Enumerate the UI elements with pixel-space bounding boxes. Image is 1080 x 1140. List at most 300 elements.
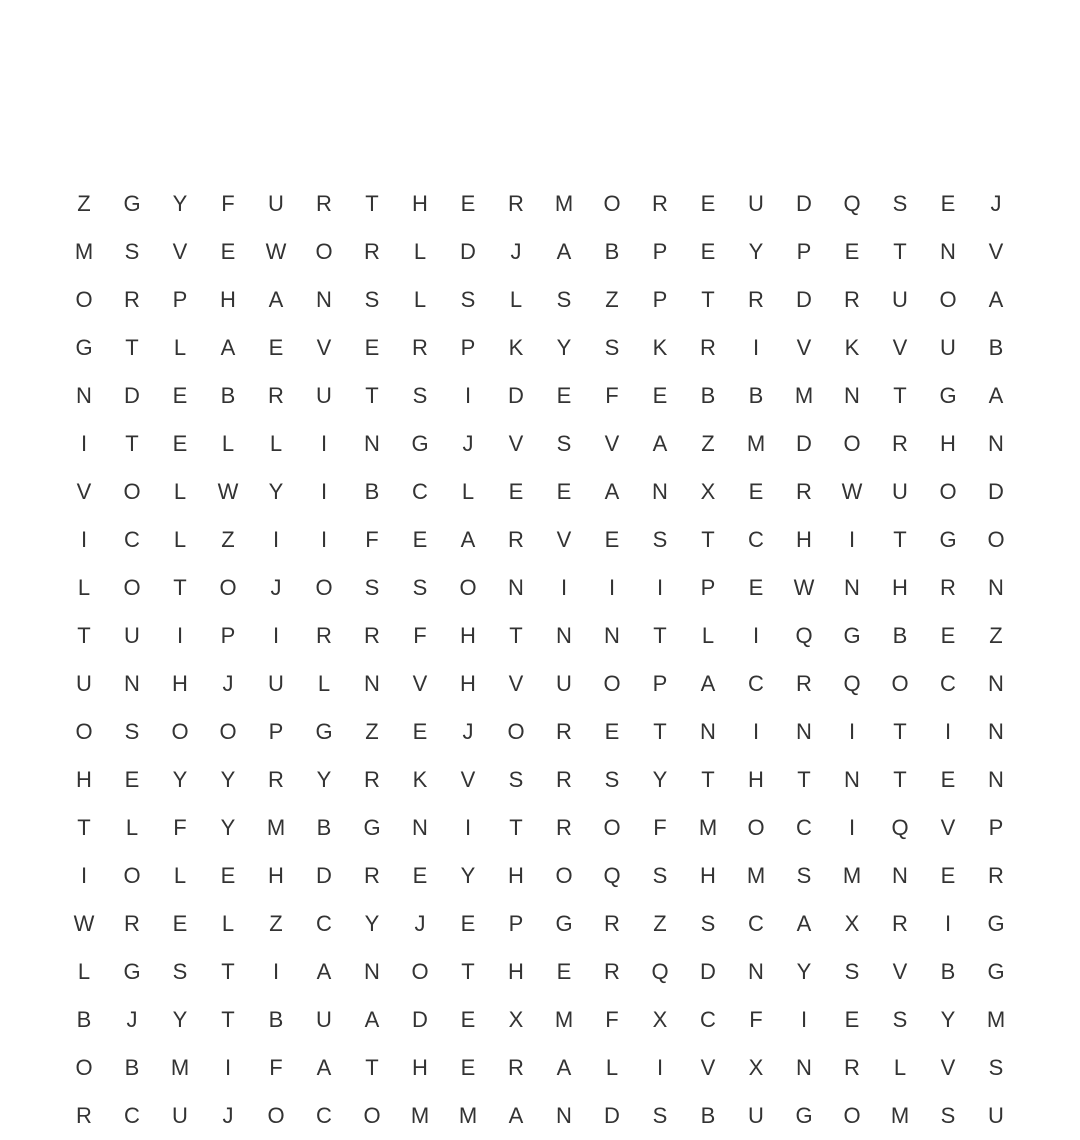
letter-cell[interactable]: G bbox=[123, 191, 141, 216]
letter-cell[interactable]: U bbox=[988, 1103, 1004, 1128]
letter-cell[interactable]: R bbox=[844, 1055, 860, 1080]
letter-cell[interactable]: W bbox=[265, 239, 287, 264]
letter-cell[interactable]: H bbox=[460, 671, 476, 696]
letter-cell[interactable]: E bbox=[940, 623, 956, 648]
letter-cell[interactable]: Y bbox=[652, 767, 668, 792]
letter-cell[interactable]: H bbox=[412, 1055, 428, 1080]
letter-cell[interactable]: B bbox=[124, 1055, 140, 1080]
letter-cell[interactable]: R bbox=[556, 767, 572, 792]
letter-cell[interactable]: E bbox=[460, 911, 476, 936]
letter-cell[interactable]: I bbox=[80, 431, 88, 456]
letter-cell[interactable]: E bbox=[748, 575, 764, 600]
letter-cell[interactable]: E bbox=[556, 959, 572, 984]
letter-cell[interactable]: E bbox=[460, 1007, 476, 1032]
letter-cell[interactable]: F bbox=[653, 815, 667, 840]
letter-cell[interactable]: U bbox=[748, 191, 764, 216]
letter-cell[interactable]: I bbox=[752, 335, 760, 360]
letter-cell[interactable]: O bbox=[843, 431, 861, 456]
letter-cell[interactable]: S bbox=[844, 959, 860, 984]
letter-cell[interactable]: Y bbox=[364, 911, 380, 936]
letter-cell[interactable]: Z bbox=[701, 431, 715, 456]
letter-cell[interactable]: S bbox=[892, 191, 908, 216]
letter-cell[interactable]: B bbox=[316, 815, 332, 840]
letter-cell[interactable]: A bbox=[988, 287, 1004, 312]
letter-cell[interactable]: V bbox=[412, 671, 428, 696]
letter-cell[interactable]: T bbox=[701, 767, 715, 792]
letter-cell[interactable]: N bbox=[556, 1103, 572, 1128]
letter-cell[interactable]: S bbox=[508, 767, 524, 792]
letter-cell[interactable]: B bbox=[892, 623, 908, 648]
letter-cell[interactable]: A bbox=[316, 959, 332, 984]
letter-cell[interactable]: T bbox=[653, 623, 667, 648]
letter-cell[interactable]: D bbox=[604, 1103, 620, 1128]
letter-cell[interactable]: V bbox=[700, 1055, 716, 1080]
letter-cell[interactable]: P bbox=[652, 287, 668, 312]
letter-cell[interactable]: M bbox=[842, 863, 862, 888]
letter-cell[interactable]: B bbox=[700, 1103, 716, 1128]
letter-cell[interactable]: N bbox=[700, 719, 716, 744]
letter-cell[interactable]: N bbox=[988, 431, 1004, 456]
letter-cell[interactable]: S bbox=[604, 767, 620, 792]
letter-cell[interactable]: T bbox=[893, 719, 907, 744]
letter-cell[interactable]: Y bbox=[172, 191, 188, 216]
letter-cell[interactable]: E bbox=[652, 383, 668, 408]
letter-cell[interactable]: M bbox=[986, 1007, 1006, 1032]
letter-cell[interactable]: P bbox=[700, 575, 716, 600]
letter-cell[interactable]: P bbox=[172, 287, 188, 312]
letter-cell[interactable]: O bbox=[603, 815, 621, 840]
letter-cell[interactable]: E bbox=[124, 767, 140, 792]
letter-cell[interactable]: V bbox=[940, 1055, 956, 1080]
letter-cell[interactable]: F bbox=[365, 527, 379, 552]
letter-cell[interactable]: Z bbox=[989, 623, 1003, 648]
letter-cell[interactable]: X bbox=[508, 1007, 524, 1032]
letter-cell[interactable]: T bbox=[797, 767, 811, 792]
letter-cell[interactable]: R bbox=[412, 335, 428, 360]
letter-cell[interactable]: G bbox=[123, 959, 141, 984]
letter-cell[interactable]: E bbox=[844, 1007, 860, 1032]
letter-cell[interactable]: B bbox=[604, 239, 620, 264]
letter-cell[interactable]: D bbox=[460, 239, 476, 264]
letter-cell[interactable]: T bbox=[893, 527, 907, 552]
letter-cell[interactable]: Z bbox=[77, 191, 91, 216]
letter-cell[interactable]: D bbox=[700, 959, 716, 984]
letter-cell[interactable]: F bbox=[221, 191, 235, 216]
letter-cell[interactable]: P bbox=[652, 671, 668, 696]
letter-cell[interactable]: I bbox=[80, 863, 88, 888]
letter-cell[interactable]: Z bbox=[605, 287, 619, 312]
letter-cell[interactable]: D bbox=[796, 431, 812, 456]
letter-cell[interactable]: I bbox=[176, 623, 184, 648]
letter-cell[interactable]: E bbox=[268, 335, 284, 360]
letter-cell[interactable]: U bbox=[892, 287, 908, 312]
letter-cell[interactable]: I bbox=[848, 527, 856, 552]
letter-cell[interactable]: O bbox=[123, 479, 141, 504]
letter-cell[interactable]: T bbox=[125, 335, 139, 360]
letter-cell[interactable]: R bbox=[796, 479, 812, 504]
letter-cell[interactable]: T bbox=[125, 431, 139, 456]
letter-cell[interactable]: N bbox=[892, 863, 908, 888]
letter-cell[interactable]: E bbox=[604, 719, 620, 744]
letter-cell[interactable]: A bbox=[460, 527, 476, 552]
letter-cell[interactable]: K bbox=[508, 335, 524, 360]
letter-cell[interactable]: L bbox=[893, 1055, 907, 1080]
letter-cell[interactable]: T bbox=[701, 287, 715, 312]
letter-cell[interactable]: B bbox=[748, 383, 764, 408]
letter-cell[interactable]: E bbox=[748, 479, 764, 504]
letter-cell[interactable]: T bbox=[509, 623, 523, 648]
letter-cell[interactable]: A bbox=[796, 911, 812, 936]
letter-cell[interactable]: E bbox=[364, 335, 380, 360]
letter-cell[interactable]: D bbox=[316, 863, 332, 888]
letter-cell[interactable]: S bbox=[652, 863, 668, 888]
letter-cell[interactable]: Q bbox=[891, 815, 909, 840]
letter-cell[interactable]: H bbox=[412, 191, 428, 216]
letter-cell[interactable]: S bbox=[172, 959, 188, 984]
letter-cell[interactable]: Z bbox=[221, 527, 235, 552]
letter-cell[interactable]: S bbox=[700, 911, 716, 936]
letter-cell[interactable]: R bbox=[364, 863, 380, 888]
letter-cell[interactable]: L bbox=[413, 287, 427, 312]
letter-cell[interactable]: S bbox=[364, 575, 380, 600]
letter-cell[interactable]: Z bbox=[653, 911, 667, 936]
letter-cell[interactable]: L bbox=[605, 1055, 619, 1080]
letter-cell[interactable]: J bbox=[462, 719, 474, 744]
letter-cell[interactable]: N bbox=[940, 239, 956, 264]
letter-cell[interactable]: E bbox=[844, 239, 860, 264]
letter-cell[interactable]: R bbox=[508, 1055, 524, 1080]
letter-cell[interactable]: G bbox=[939, 527, 957, 552]
letter-cell[interactable]: N bbox=[844, 383, 860, 408]
letter-cell[interactable]: X bbox=[748, 1055, 764, 1080]
letter-cell[interactable]: O bbox=[843, 1103, 861, 1128]
letter-cell[interactable]: R bbox=[652, 191, 668, 216]
letter-cell[interactable]: J bbox=[462, 431, 474, 456]
letter-cell[interactable]: O bbox=[363, 1103, 381, 1128]
letter-cell[interactable]: R bbox=[604, 911, 620, 936]
letter-cell[interactable]: E bbox=[940, 863, 956, 888]
letter-cell[interactable]: O bbox=[75, 719, 93, 744]
letter-cell[interactable]: S bbox=[124, 719, 140, 744]
letter-cell[interactable]: A bbox=[556, 1055, 572, 1080]
letter-cell[interactable]: M bbox=[170, 1055, 190, 1080]
letter-cell[interactable]: G bbox=[363, 815, 381, 840]
letter-cell[interactable]: E bbox=[412, 863, 428, 888]
letter-cell[interactable]: G bbox=[939, 383, 957, 408]
letter-cell[interactable]: A bbox=[316, 1055, 332, 1080]
letter-cell[interactable]: C bbox=[796, 815, 812, 840]
letter-cell[interactable]: P bbox=[796, 239, 812, 264]
letter-cell[interactable]: X bbox=[652, 1007, 668, 1032]
letter-cell[interactable]: Y bbox=[268, 479, 284, 504]
letter-cell[interactable]: N bbox=[604, 623, 620, 648]
letter-cell[interactable]: M bbox=[266, 815, 286, 840]
letter-cell[interactable]: V bbox=[460, 767, 476, 792]
letter-cell[interactable]: X bbox=[844, 911, 860, 936]
letter-cell[interactable]: M bbox=[554, 191, 574, 216]
letter-cell[interactable]: E bbox=[172, 911, 188, 936]
letter-cell[interactable]: Q bbox=[603, 863, 621, 888]
letter-cell[interactable]: O bbox=[747, 815, 765, 840]
letter-cell[interactable]: M bbox=[746, 863, 766, 888]
letter-cell[interactable]: R bbox=[604, 959, 620, 984]
letter-cell[interactable]: A bbox=[364, 1007, 380, 1032]
letter-cell[interactable]: L bbox=[173, 527, 187, 552]
letter-cell[interactable]: E bbox=[700, 191, 716, 216]
letter-cell[interactable]: M bbox=[410, 1103, 430, 1128]
letter-cell[interactable]: F bbox=[269, 1055, 283, 1080]
letter-cell[interactable]: N bbox=[652, 479, 668, 504]
letter-cell[interactable]: H bbox=[172, 671, 188, 696]
letter-cell[interactable]: G bbox=[555, 911, 573, 936]
letter-cell[interactable]: N bbox=[76, 383, 92, 408]
letter-cell[interactable]: I bbox=[464, 383, 472, 408]
letter-cell[interactable]: A bbox=[604, 479, 620, 504]
letter-cell[interactable]: N bbox=[748, 959, 764, 984]
letter-cell[interactable]: L bbox=[173, 863, 187, 888]
letter-cell[interactable]: P bbox=[988, 815, 1004, 840]
letter-cell[interactable]: M bbox=[554, 1007, 574, 1032]
letter-cell[interactable]: P bbox=[508, 911, 524, 936]
letter-cell[interactable]: T bbox=[461, 959, 475, 984]
letter-cell[interactable]: B bbox=[988, 335, 1004, 360]
letter-cell[interactable]: V bbox=[796, 335, 812, 360]
letter-cell[interactable]: H bbox=[76, 767, 92, 792]
letter-cell[interactable]: J bbox=[990, 191, 1002, 216]
letter-cell[interactable]: O bbox=[891, 671, 909, 696]
letter-cell[interactable]: O bbox=[219, 719, 237, 744]
letter-cell[interactable]: L bbox=[125, 815, 139, 840]
letter-cell[interactable]: S bbox=[604, 335, 620, 360]
letter-cell[interactable]: I bbox=[464, 815, 472, 840]
letter-cell[interactable]: I bbox=[320, 479, 328, 504]
letter-cell[interactable]: E bbox=[172, 383, 188, 408]
letter-cell[interactable]: I bbox=[656, 1055, 664, 1080]
letter-cell[interactable]: C bbox=[940, 671, 956, 696]
letter-cell[interactable]: F bbox=[749, 1007, 763, 1032]
letter-cell[interactable]: L bbox=[701, 623, 715, 648]
letter-cell[interactable]: W bbox=[217, 479, 239, 504]
letter-cell[interactable]: I bbox=[320, 431, 328, 456]
letter-cell[interactable]: Y bbox=[748, 239, 764, 264]
letter-cell[interactable]: H bbox=[700, 863, 716, 888]
letter-cell[interactable]: B bbox=[940, 959, 956, 984]
letter-cell[interactable]: U bbox=[172, 1103, 188, 1128]
letter-cell[interactable]: D bbox=[796, 191, 812, 216]
letter-cell[interactable]: E bbox=[220, 239, 236, 264]
letter-cell[interactable]: Q bbox=[795, 623, 813, 648]
letter-cell[interactable]: Q bbox=[843, 671, 861, 696]
letter-cell[interactable]: H bbox=[748, 767, 764, 792]
letter-cell[interactable]: O bbox=[987, 527, 1005, 552]
letter-cell[interactable]: L bbox=[269, 431, 283, 456]
letter-cell[interactable]: R bbox=[364, 239, 380, 264]
letter-cell[interactable]: T bbox=[365, 383, 379, 408]
letter-cell[interactable]: V bbox=[892, 959, 908, 984]
letter-cell[interactable]: I bbox=[560, 575, 568, 600]
letter-cell[interactable]: M bbox=[74, 239, 94, 264]
letter-cell[interactable]: I bbox=[272, 527, 280, 552]
letter-cell[interactable]: N bbox=[364, 671, 380, 696]
letter-cell[interactable]: W bbox=[793, 575, 815, 600]
letter-cell[interactable]: S bbox=[412, 383, 428, 408]
letter-cell[interactable]: L bbox=[77, 959, 91, 984]
letter-cell[interactable]: O bbox=[555, 863, 573, 888]
letter-cell[interactable]: D bbox=[124, 383, 140, 408]
letter-cell[interactable]: U bbox=[892, 479, 908, 504]
letter-cell[interactable]: G bbox=[987, 911, 1005, 936]
letter-cell[interactable]: I bbox=[752, 719, 760, 744]
letter-cell[interactable]: U bbox=[316, 383, 332, 408]
letter-cell[interactable]: H bbox=[460, 623, 476, 648]
letter-cell[interactable]: L bbox=[173, 479, 187, 504]
letter-cell[interactable]: V bbox=[892, 335, 908, 360]
letter-cell[interactable]: R bbox=[556, 719, 572, 744]
letter-cell[interactable]: O bbox=[315, 575, 333, 600]
letter-cell[interactable]: U bbox=[268, 191, 284, 216]
letter-cell[interactable]: B bbox=[700, 383, 716, 408]
letter-cell[interactable]: O bbox=[459, 575, 477, 600]
letter-cell[interactable]: O bbox=[507, 719, 525, 744]
letter-cell[interactable]: L bbox=[509, 287, 523, 312]
letter-cell[interactable]: T bbox=[653, 719, 667, 744]
letter-cell[interactable]: C bbox=[700, 1007, 716, 1032]
letter-cell[interactable]: T bbox=[893, 383, 907, 408]
letter-cell[interactable]: Q bbox=[651, 959, 669, 984]
letter-cell[interactable]: Y bbox=[172, 1007, 188, 1032]
letter-cell[interactable]: M bbox=[746, 431, 766, 456]
letter-cell[interactable]: V bbox=[76, 479, 92, 504]
letter-cell[interactable]: U bbox=[748, 1103, 764, 1128]
letter-cell[interactable]: N bbox=[988, 767, 1004, 792]
letter-cell[interactable]: A bbox=[988, 383, 1004, 408]
letter-cell[interactable]: S bbox=[556, 431, 572, 456]
letter-cell[interactable]: Z bbox=[365, 719, 379, 744]
letter-cell[interactable]: I bbox=[272, 623, 280, 648]
letter-cell[interactable]: E bbox=[460, 1055, 476, 1080]
letter-cell[interactable]: Y bbox=[796, 959, 812, 984]
letter-cell[interactable]: J bbox=[222, 671, 234, 696]
letter-cell[interactable]: V bbox=[172, 239, 188, 264]
letter-cell[interactable]: I bbox=[848, 719, 856, 744]
letter-cell[interactable]: P bbox=[460, 335, 476, 360]
letter-cell[interactable]: C bbox=[748, 671, 764, 696]
letter-cell[interactable]: S bbox=[556, 287, 572, 312]
letter-cell[interactable]: N bbox=[844, 575, 860, 600]
letter-cell[interactable]: U bbox=[76, 671, 92, 696]
letter-cell[interactable]: V bbox=[316, 335, 332, 360]
letter-cell[interactable]: R bbox=[892, 431, 908, 456]
letter-cell[interactable]: B bbox=[268, 1007, 284, 1032]
letter-cell[interactable]: N bbox=[988, 719, 1004, 744]
letter-cell[interactable]: I bbox=[800, 1007, 808, 1032]
letter-cell[interactable]: V bbox=[604, 431, 620, 456]
letter-cell[interactable]: R bbox=[316, 191, 332, 216]
letter-cell[interactable]: L bbox=[317, 671, 331, 696]
letter-cell[interactable]: O bbox=[171, 719, 189, 744]
letter-cell[interactable]: N bbox=[988, 671, 1004, 696]
letter-cell[interactable]: O bbox=[411, 959, 429, 984]
letter-cell[interactable]: O bbox=[267, 1103, 285, 1128]
letter-cell[interactable]: X bbox=[700, 479, 716, 504]
letter-cell[interactable]: N bbox=[364, 959, 380, 984]
letter-cell[interactable]: F bbox=[605, 1007, 619, 1032]
letter-cell[interactable]: S bbox=[652, 1103, 668, 1128]
letter-cell[interactable]: A bbox=[556, 239, 572, 264]
letter-cell[interactable]: A bbox=[652, 431, 668, 456]
letter-cell[interactable]: M bbox=[794, 383, 814, 408]
letter-cell[interactable]: I bbox=[224, 1055, 232, 1080]
letter-cell[interactable]: J bbox=[510, 239, 522, 264]
letter-cell[interactable]: E bbox=[220, 863, 236, 888]
letter-cell[interactable]: I bbox=[80, 527, 88, 552]
letter-cell[interactable]: U bbox=[556, 671, 572, 696]
letter-cell[interactable]: P bbox=[268, 719, 284, 744]
letter-cell[interactable]: U bbox=[940, 335, 956, 360]
letter-cell[interactable]: U bbox=[124, 623, 140, 648]
letter-cell[interactable]: N bbox=[364, 431, 380, 456]
letter-cell[interactable]: R bbox=[124, 911, 140, 936]
letter-cell[interactable]: C bbox=[748, 527, 764, 552]
letter-cell[interactable]: Y bbox=[220, 767, 236, 792]
letter-cell[interactable]: B bbox=[220, 383, 236, 408]
letter-cell[interactable]: Y bbox=[220, 815, 236, 840]
letter-cell[interactable]: R bbox=[796, 671, 812, 696]
letter-cell[interactable]: G bbox=[987, 959, 1005, 984]
letter-cell[interactable]: E bbox=[940, 191, 956, 216]
letter-cell[interactable]: T bbox=[365, 191, 379, 216]
letter-cell[interactable]: I bbox=[656, 575, 664, 600]
letter-cell[interactable]: U bbox=[268, 671, 284, 696]
letter-cell[interactable]: F bbox=[605, 383, 619, 408]
letter-cell[interactable]: O bbox=[939, 479, 957, 504]
letter-cell[interactable]: T bbox=[893, 767, 907, 792]
letter-cell[interactable]: D bbox=[796, 287, 812, 312]
letter-cell[interactable]: V bbox=[940, 815, 956, 840]
letter-cell[interactable]: L bbox=[173, 335, 187, 360]
letter-cell[interactable]: H bbox=[508, 959, 524, 984]
letter-cell[interactable]: B bbox=[364, 479, 380, 504]
letter-cell[interactable]: G bbox=[843, 623, 861, 648]
letter-cell[interactable]: O bbox=[75, 1055, 93, 1080]
letter-cell[interactable]: N bbox=[412, 815, 428, 840]
letter-cell[interactable]: C bbox=[316, 911, 332, 936]
letter-cell[interactable]: E bbox=[508, 479, 524, 504]
letter-cell[interactable]: N bbox=[556, 623, 572, 648]
letter-cell[interactable]: C bbox=[748, 911, 764, 936]
letter-cell[interactable]: J bbox=[126, 1007, 138, 1032]
letter-cell[interactable]: S bbox=[796, 863, 812, 888]
letter-cell[interactable]: T bbox=[893, 239, 907, 264]
letter-cell[interactable]: K bbox=[412, 767, 428, 792]
letter-cell[interactable]: I bbox=[272, 959, 280, 984]
letter-cell[interactable]: N bbox=[796, 719, 812, 744]
letter-cell[interactable]: C bbox=[316, 1103, 332, 1128]
letter-cell[interactable]: K bbox=[844, 335, 860, 360]
letter-cell[interactable]: H bbox=[940, 431, 956, 456]
letter-cell[interactable]: S bbox=[892, 1007, 908, 1032]
letter-cell[interactable]: Y bbox=[556, 335, 572, 360]
letter-cell[interactable]: N bbox=[124, 671, 140, 696]
letter-cell[interactable]: N bbox=[508, 575, 524, 600]
letter-cell[interactable]: C bbox=[124, 527, 140, 552]
letter-cell[interactable]: R bbox=[988, 863, 1004, 888]
letter-cell[interactable]: T bbox=[221, 959, 235, 984]
letter-cell[interactable]: Z bbox=[269, 911, 283, 936]
letter-cell[interactable]: E bbox=[172, 431, 188, 456]
letter-cell[interactable]: E bbox=[556, 383, 572, 408]
letter-cell[interactable]: Q bbox=[843, 191, 861, 216]
